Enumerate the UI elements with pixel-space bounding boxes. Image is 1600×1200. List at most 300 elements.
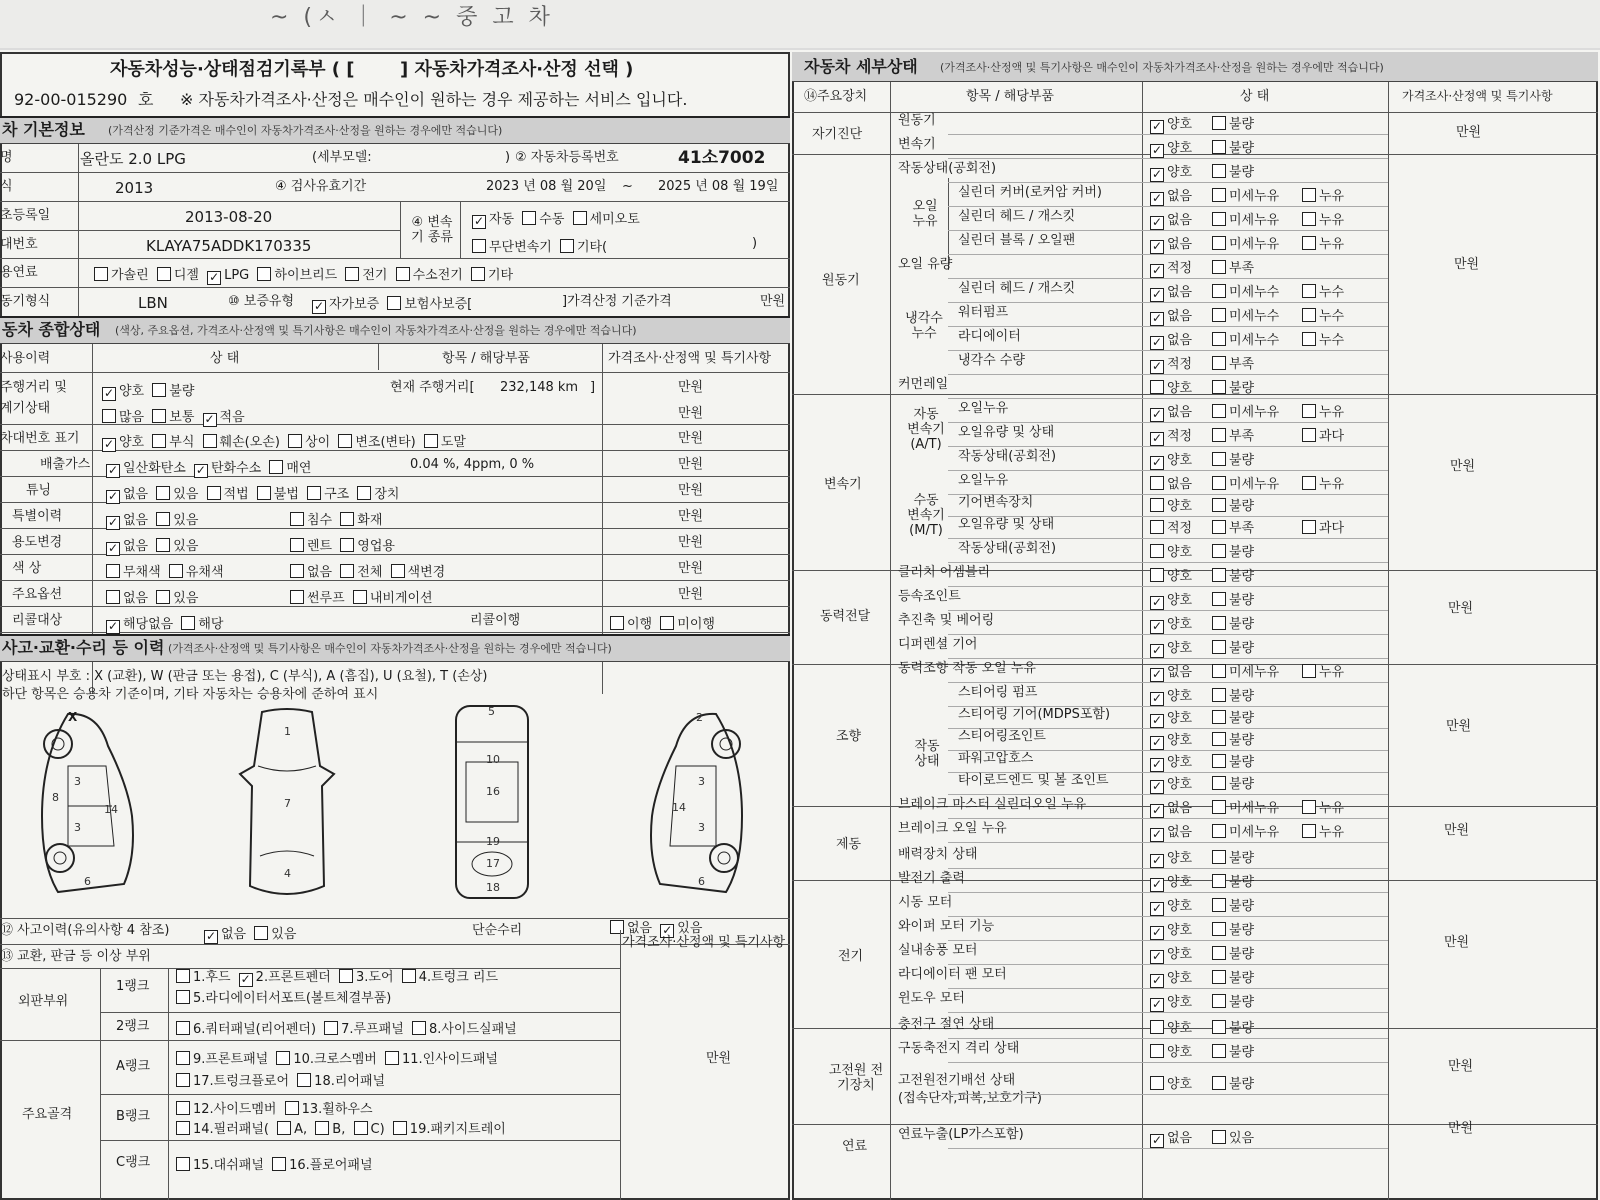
status-checkbox[interactable]: ✓ [1151, 667, 1163, 681]
checkbox-usechange-none[interactable]: ✓ [107, 541, 119, 555]
status-checkbox[interactable] [1212, 284, 1226, 298]
part-dash-panel[interactable]: 15.대쉬패널 [176, 1158, 264, 1173]
status-option[interactable] [1302, 797, 1360, 816]
checkbox-hood[interactable] [176, 969, 190, 983]
status-option[interactable] [1212, 1073, 1298, 1092]
color-chromatic[interactable]: 유채색 [169, 565, 224, 580]
status-option[interactable] [1212, 257, 1298, 276]
checkbox-trunk-lid[interactable] [402, 969, 416, 983]
status-option[interactable] [1150, 473, 1208, 492]
special-yes[interactable]: 있음 [156, 513, 198, 528]
status-option[interactable] [1150, 425, 1208, 446]
status-option[interactable] [1212, 185, 1298, 204]
status-option[interactable] [1302, 329, 1360, 348]
part-rear-panel[interactable]: 18.리어패널 [297, 1074, 385, 1089]
part-front-fender[interactable]: ✓ 2.프론트펜더 [240, 970, 331, 986]
status-option[interactable] [1212, 797, 1298, 816]
status-option[interactable] [1150, 707, 1208, 728]
status-checkbox[interactable]: ✓ [1151, 973, 1163, 987]
status-option[interactable] [1150, 729, 1208, 750]
status-checkbox[interactable] [1212, 640, 1226, 654]
status-checkbox[interactable]: ✓ [1151, 335, 1163, 349]
status-option[interactable] [1150, 233, 1208, 254]
status-option[interactable] [1150, 943, 1208, 964]
status-checkbox[interactable] [1212, 520, 1226, 534]
status-checkbox[interactable]: ✓ [1151, 779, 1163, 793]
status-option[interactable] [1212, 613, 1298, 632]
status-checkbox[interactable] [1212, 428, 1226, 442]
status-option[interactable] [1212, 233, 1298, 252]
checkbox-accident-none[interactable]: ✓ [205, 929, 217, 943]
status-checkbox[interactable]: ✓ [1151, 1133, 1163, 1147]
part-trunk-floor[interactable]: 17.트렁크플로어 [176, 1074, 289, 1089]
repair-yes[interactable]: ✓ 있음 [662, 921, 703, 937]
status-checkbox[interactable] [1212, 1044, 1226, 1058]
status-checkbox[interactable] [1212, 1076, 1226, 1090]
transmission-auto-option[interactable]: ✓ 자동 [473, 212, 515, 228]
part-package-tray[interactable]: 19.패키지트레이 [393, 1122, 506, 1137]
status-checkbox[interactable] [1212, 922, 1226, 936]
status-option[interactable] [1150, 895, 1208, 916]
status-option[interactable] [1150, 821, 1208, 842]
status-option[interactable] [1212, 751, 1298, 770]
transmission-semiauto-option[interactable]: 세미오토 [573, 212, 640, 227]
status-option[interactable] [1150, 1073, 1208, 1092]
status-option[interactable] [1212, 847, 1298, 866]
checkbox-option-yes[interactable] [156, 590, 170, 604]
status-option[interactable] [1212, 449, 1298, 468]
status-option[interactable] [1212, 353, 1298, 372]
status-option[interactable] [1302, 425, 1360, 444]
status-checkbox[interactable] [1212, 592, 1226, 606]
option-yes[interactable]: 있음 [156, 591, 198, 606]
status-option[interactable] [1302, 305, 1360, 324]
status-checkbox[interactable] [1212, 946, 1226, 960]
special-none[interactable]: ✓ 없음 [107, 513, 149, 529]
status-checkbox[interactable] [1302, 664, 1316, 678]
checkbox-tuning-none[interactable]: ✓ [107, 489, 119, 503]
status-checkbox[interactable] [1212, 116, 1226, 130]
status-checkbox[interactable]: ✓ [1151, 263, 1163, 277]
checkbox-recall-applicable[interactable] [181, 616, 195, 630]
status-option[interactable] [1212, 967, 1298, 986]
status-checkbox[interactable] [1150, 568, 1164, 582]
checkbox-color-chromatic[interactable] [169, 564, 183, 578]
vinmark-corrosion[interactable]: 부식 [152, 435, 194, 450]
checkbox-inside-panel[interactable] [385, 1051, 399, 1065]
status-checkbox[interactable]: ✓ [1151, 287, 1163, 301]
status-option[interactable] [1212, 919, 1298, 938]
usechange-none[interactable]: ✓ 없음 [107, 539, 149, 555]
option-navigation[interactable]: 내비게이션 [353, 591, 433, 606]
status-checkbox[interactable] [1150, 498, 1164, 512]
status-option[interactable] [1212, 281, 1298, 300]
part-inside-panel[interactable]: 11.인사이드패널 [385, 1052, 498, 1067]
status-checkbox[interactable] [1302, 284, 1316, 298]
checkbox-other[interactable] [560, 239, 574, 253]
status-option[interactable] [1302, 661, 1360, 680]
status-checkbox[interactable]: ✓ [1151, 949, 1163, 963]
status-option[interactable] [1150, 495, 1208, 514]
part-trunk-lid[interactable]: 4.트렁크 리드 [402, 970, 498, 985]
status-checkbox[interactable] [1212, 452, 1226, 466]
checkbox-hydrogen[interactable] [396, 267, 410, 281]
checkbox-package-tray[interactable] [393, 1121, 407, 1135]
status-checkbox[interactable]: ✓ [1151, 803, 1163, 817]
status-checkbox[interactable] [1302, 188, 1316, 202]
status-option[interactable] [1150, 797, 1208, 818]
vinmark-different[interactable]: 상이 [288, 435, 330, 450]
part-radiator-support[interactable]: 5.라디에이터서포트(볼트체결부품) [176, 991, 391, 1006]
status-option[interactable] [1212, 895, 1298, 914]
status-option[interactable] [1150, 517, 1208, 536]
usechange-business[interactable]: 영업용 [340, 539, 395, 554]
status-checkbox[interactable]: ✓ [1151, 997, 1163, 1011]
option-none[interactable]: 없음 [106, 591, 148, 606]
checkbox-color-none[interactable] [290, 564, 304, 578]
status-option[interactable] [1150, 161, 1208, 182]
checkbox-quarter-panel[interactable] [176, 1021, 190, 1035]
status-option[interactable] [1212, 473, 1298, 492]
color-change-none[interactable]: 없음 [290, 565, 332, 580]
checkbox-semiauto[interactable] [573, 211, 587, 225]
status-checkbox[interactable] [1212, 1020, 1226, 1034]
status-checkbox[interactable] [1212, 970, 1226, 984]
status-option[interactable] [1150, 377, 1208, 396]
warranty-self[interactable]: ✓ 자가보증 [313, 297, 380, 313]
checkbox-pillar-panel[interactable] [176, 1121, 190, 1135]
checkbox-usechange-business[interactable] [340, 538, 354, 552]
checkbox-usechange-yes[interactable] [156, 538, 170, 552]
status-option[interactable] [1212, 685, 1298, 704]
part-pillar-a[interactable]: A, [277, 1122, 307, 1137]
status-checkbox[interactable] [1212, 732, 1226, 746]
checkbox-front-panel[interactable] [176, 1051, 190, 1065]
status-option[interactable] [1150, 257, 1208, 278]
status-option[interactable] [1212, 661, 1298, 680]
status-option[interactable] [1150, 305, 1208, 326]
status-option[interactable] [1302, 473, 1360, 492]
status-checkbox[interactable] [1212, 776, 1226, 790]
checkbox-color-achromatic[interactable] [106, 564, 120, 578]
checkbox-mileage-bad[interactable] [152, 383, 166, 397]
status-checkbox[interactable]: ✓ [1151, 877, 1163, 891]
recall-applicable[interactable]: 해당 [181, 617, 223, 632]
part-roof-panel[interactable]: 7.루프패널 [324, 1022, 404, 1037]
status-checkbox[interactable]: ✓ [1151, 191, 1163, 205]
status-option[interactable] [1150, 329, 1208, 350]
status-checkbox[interactable]: ✓ [1151, 853, 1163, 867]
transmission-cvt-option[interactable]: 무단변속기 [472, 240, 552, 255]
status-option[interactable] [1150, 541, 1208, 560]
emission-hc[interactable]: ✓ 탄화수소 [195, 461, 262, 477]
status-option[interactable] [1212, 1017, 1298, 1036]
recall-done[interactable]: 이행 [610, 617, 652, 632]
color-achromatic[interactable]: 무채색 [106, 565, 161, 580]
status-checkbox[interactable] [1302, 332, 1316, 346]
checkbox-tuning-illegal[interactable] [257, 486, 271, 500]
status-checkbox[interactable]: ✓ [1151, 143, 1163, 157]
checkbox-dash-panel[interactable] [176, 1157, 190, 1171]
status-checkbox[interactable] [1150, 544, 1164, 558]
fuel-hydrogen[interactable]: 수소전기 [396, 268, 463, 283]
status-option[interactable] [1302, 185, 1360, 204]
status-checkbox[interactable]: ✓ [1151, 901, 1163, 915]
checkbox-roof-panel[interactable] [324, 1021, 338, 1035]
status-checkbox[interactable]: ✓ [1151, 239, 1163, 253]
vinmark-painted[interactable]: 도말 [424, 435, 466, 450]
status-checkbox[interactable] [1212, 236, 1226, 250]
status-checkbox[interactable] [1302, 212, 1316, 226]
status-checkbox[interactable] [1212, 380, 1226, 394]
status-option[interactable] [1212, 943, 1298, 962]
status-checkbox[interactable] [1150, 1076, 1164, 1090]
status-checkbox[interactable] [1212, 850, 1226, 864]
status-checkbox[interactable]: ✓ [1151, 595, 1163, 609]
status-option[interactable] [1150, 847, 1208, 868]
status-checkbox[interactable] [1212, 994, 1226, 1008]
vinmark-good[interactable]: ✓ 양호 [103, 435, 145, 451]
fuel-electric[interactable]: 전기 [345, 268, 387, 283]
checkbox-mileage-good[interactable]: ✓ [103, 386, 115, 400]
checkbox-vinmark-corrosion[interactable] [152, 434, 166, 448]
gauge-normal[interactable]: 보통 [152, 410, 194, 425]
status-option[interactable] [1212, 565, 1298, 584]
accident-yes[interactable]: 있음 [254, 927, 296, 942]
part-pillar-b[interactable]: B, [315, 1122, 345, 1137]
status-option[interactable] [1212, 773, 1298, 792]
status-checkbox[interactable]: ✓ [1151, 359, 1163, 373]
vinmark-damage[interactable]: 훼손(오손) [203, 435, 280, 450]
status-option[interactable] [1212, 495, 1298, 514]
repair-none[interactable]: 없음 [610, 921, 652, 936]
gauge-many[interactable]: 많음 [102, 410, 144, 425]
status-checkbox[interactable]: ✓ [1151, 431, 1163, 445]
status-option[interactable] [1212, 1041, 1298, 1060]
part-cross-member[interactable]: 10.크로스멤버 [276, 1052, 376, 1067]
status-option[interactable] [1212, 517, 1298, 536]
part-side-member[interactable]: 12.사이드멤버 [176, 1102, 276, 1117]
part-pillar-c[interactable]: C) [354, 1122, 385, 1137]
checkbox-diesel[interactable] [157, 267, 171, 281]
checkbox-rear-panel[interactable] [297, 1073, 311, 1087]
checkbox-navigation[interactable] [353, 590, 367, 604]
mileage-good[interactable]: ✓ 양호 [103, 384, 145, 400]
fuel-diesel[interactable]: 디젤 [157, 268, 199, 283]
checkbox-front-fender[interactable]: ✓ [240, 972, 251, 986]
checkbox-tuning-device[interactable] [357, 486, 371, 500]
status-option[interactable] [1212, 113, 1298, 132]
status-option[interactable] [1150, 637, 1208, 658]
checkbox-vinmark-damage[interactable] [203, 434, 217, 448]
status-checkbox[interactable] [1212, 476, 1226, 490]
status-checkbox[interactable]: ✓ [1151, 713, 1163, 727]
status-option[interactable] [1150, 613, 1208, 634]
status-checkbox[interactable] [1212, 688, 1226, 702]
part-side-sill[interactable]: 8.사이드실패널 [412, 1022, 517, 1037]
status-checkbox[interactable] [1212, 308, 1226, 322]
status-checkbox[interactable]: ✓ [1151, 167, 1163, 181]
color-change[interactable]: 색변경 [391, 565, 446, 580]
status-option[interactable] [1150, 185, 1208, 206]
status-checkbox[interactable] [1212, 898, 1226, 912]
status-checkbox[interactable] [1212, 188, 1226, 202]
status-checkbox[interactable]: ✓ [1151, 407, 1163, 421]
status-checkbox[interactable] [1212, 356, 1226, 370]
checkbox-emission-co[interactable]: ✓ [107, 463, 119, 477]
checkbox-gauge-few[interactable]: ✓ [204, 412, 215, 426]
status-checkbox[interactable]: ✓ [1151, 757, 1163, 771]
status-option[interactable] [1150, 589, 1208, 610]
status-checkbox[interactable] [1212, 800, 1226, 814]
status-option[interactable] [1212, 1127, 1298, 1146]
tuning-legal[interactable]: 적법 [207, 487, 249, 502]
checkbox-cross-member[interactable] [276, 1051, 290, 1065]
status-option[interactable] [1212, 305, 1298, 324]
status-option[interactable] [1150, 281, 1208, 302]
checkbox-vinmark-good[interactable]: ✓ [103, 437, 115, 451]
status-option[interactable] [1212, 401, 1298, 420]
checkbox-warranty-insurer[interactable] [387, 296, 401, 310]
status-checkbox[interactable] [1212, 710, 1226, 724]
status-checkbox[interactable] [1212, 332, 1226, 346]
checkbox-trunk-floor[interactable] [176, 1073, 190, 1087]
checkbox-side-member[interactable] [176, 1101, 190, 1115]
status-checkbox[interactable] [1302, 428, 1316, 442]
checkbox-color-full[interactable] [340, 564, 354, 578]
status-option[interactable] [1150, 449, 1208, 470]
part-hood[interactable]: 1.후드 [176, 970, 231, 985]
checkbox-special-flood[interactable] [290, 512, 304, 526]
status-option[interactable] [1212, 209, 1298, 228]
checkbox-recall-na[interactable]: ✓ [107, 619, 119, 633]
status-checkbox[interactable]: ✓ [1151, 119, 1163, 133]
checkbox-tuning-yes[interactable] [156, 486, 170, 500]
status-option[interactable] [1150, 751, 1208, 772]
checkbox-hybrid[interactable] [257, 267, 271, 281]
status-option[interactable] [1150, 661, 1208, 682]
status-checkbox[interactable] [1212, 824, 1226, 838]
status-option[interactable] [1150, 991, 1208, 1012]
status-option[interactable] [1212, 637, 1298, 656]
special-flood[interactable]: 침수 [290, 513, 332, 528]
checkbox-recall-done[interactable] [610, 616, 624, 630]
status-option[interactable] [1212, 329, 1298, 348]
status-option[interactable] [1150, 401, 1208, 422]
checkbox-pillar-a[interactable] [277, 1121, 291, 1135]
status-checkbox[interactable] [1150, 1044, 1164, 1058]
status-option[interactable] [1302, 401, 1360, 420]
checkbox-repair-none[interactable] [610, 920, 624, 934]
checkbox-floor-panel[interactable] [272, 1157, 286, 1171]
status-option[interactable] [1212, 161, 1298, 180]
checkbox-pillar-c[interactable] [354, 1121, 368, 1135]
fuel-lpg[interactable]: ✓ LPG [209, 268, 250, 284]
checkbox-gauge-normal[interactable] [152, 409, 166, 423]
status-checkbox[interactable]: ✓ [1151, 311, 1163, 325]
checkbox-option-none[interactable] [106, 590, 120, 604]
status-checkbox[interactable] [1302, 236, 1316, 250]
checkbox-special-yes[interactable] [156, 512, 170, 526]
checkbox-sunroof[interactable] [290, 590, 304, 604]
status-option[interactable] [1302, 209, 1360, 228]
status-checkbox[interactable] [1302, 404, 1316, 418]
status-checkbox[interactable] [1212, 140, 1226, 154]
status-option[interactable] [1150, 919, 1208, 940]
option-sunroof[interactable]: 썬루프 [290, 591, 345, 606]
status-option[interactable] [1150, 565, 1208, 584]
status-checkbox[interactable] [1212, 664, 1226, 678]
checkbox-electric[interactable] [345, 267, 359, 281]
fuel-other[interactable]: 기타 [471, 268, 513, 283]
status-option[interactable] [1150, 209, 1208, 230]
status-checkbox[interactable] [1212, 568, 1226, 582]
status-option[interactable] [1150, 871, 1208, 892]
part-quarter-panel[interactable]: 6.쿼터패널(리어펜더) [176, 1022, 316, 1037]
status-option[interactable] [1150, 137, 1208, 158]
status-checkbox[interactable] [1212, 874, 1226, 888]
checkbox-gasoline[interactable] [94, 267, 108, 281]
checkbox-emission-hc[interactable]: ✓ [195, 463, 206, 477]
tuning-device[interactable]: 장치 [357, 487, 399, 502]
status-checkbox[interactable] [1212, 260, 1226, 274]
tuning-none[interactable]: ✓ 없음 [107, 487, 149, 503]
status-checkbox[interactable]: ✓ [1151, 619, 1163, 633]
status-checkbox[interactable] [1212, 404, 1226, 418]
status-option[interactable] [1212, 707, 1298, 726]
checkbox-color-change[interactable] [391, 564, 405, 578]
status-option[interactable] [1212, 137, 1298, 156]
checkbox-side-sill[interactable] [412, 1021, 426, 1035]
checkbox-fuel-other[interactable] [471, 267, 485, 281]
part-wheel-house[interactable]: 13.휠하우스 [285, 1102, 373, 1117]
checkbox-vinmark-painted[interactable] [424, 434, 438, 448]
status-checkbox[interactable] [1150, 476, 1164, 490]
checkbox-tuning-legal[interactable] [207, 486, 221, 500]
status-checkbox[interactable] [1212, 1130, 1226, 1144]
status-option[interactable] [1150, 113, 1208, 134]
status-checkbox[interactable] [1212, 212, 1226, 226]
transmission-other-option[interactable]: 기타( [560, 240, 607, 255]
part-floor-panel[interactable]: 16.플로어패널 [272, 1158, 372, 1173]
status-option[interactable] [1150, 967, 1208, 988]
status-checkbox[interactable] [1302, 824, 1316, 838]
status-checkbox[interactable] [1212, 498, 1226, 512]
recall-not-done[interactable]: 미이행 [660, 617, 715, 632]
gauge-few[interactable]: ✓ 적음 [204, 410, 245, 426]
part-pillar-panel[interactable]: 14.필러패널( [176, 1122, 269, 1137]
emission-smoke[interactable]: 매연 [269, 461, 311, 476]
status-option[interactable] [1150, 685, 1208, 706]
color-change-full[interactable]: 전체 [340, 565, 382, 580]
status-checkbox[interactable]: ✓ [1151, 643, 1163, 657]
checkbox-special-fire[interactable] [340, 512, 354, 526]
usechange-rent[interactable]: 렌트 [290, 539, 332, 554]
status-option[interactable] [1212, 821, 1298, 840]
special-fire[interactable]: 화재 [340, 513, 382, 528]
status-checkbox[interactable] [1212, 616, 1226, 630]
status-option[interactable] [1150, 1127, 1208, 1148]
status-checkbox[interactable] [1212, 754, 1226, 768]
accident-none[interactable]: ✓ 없음 [205, 927, 247, 943]
checkbox-recall-not-done[interactable] [660, 616, 674, 630]
tuning-structure[interactable]: 구조 [307, 487, 349, 502]
status-option[interactable] [1302, 821, 1360, 840]
warranty-insurer[interactable]: 보험사보증[ [387, 297, 472, 312]
fuel-hybrid[interactable]: 하이브리드 [257, 268, 337, 283]
status-checkbox[interactable]: ✓ [1151, 215, 1163, 229]
usechange-yes[interactable]: 있음 [156, 539, 198, 554]
